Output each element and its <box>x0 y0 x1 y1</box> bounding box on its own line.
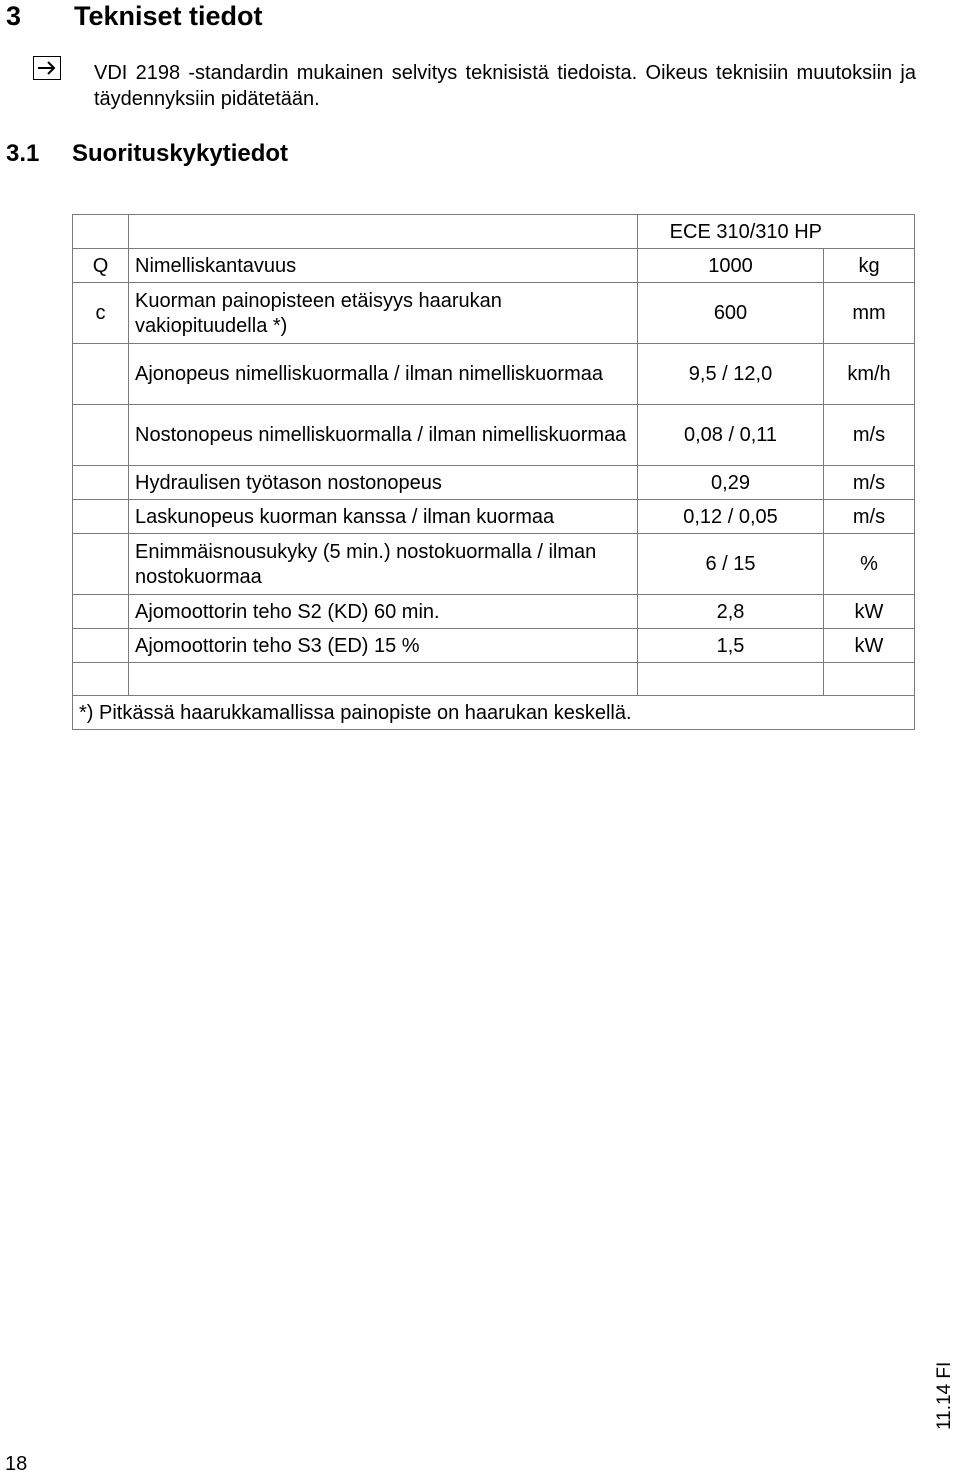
row-description: Laskunopeus kuorman kanssa / ilman kuormaa <box>129 500 638 534</box>
table-row <box>73 595 915 629</box>
section-title: Tekniset tiedot <box>74 1 263 31</box>
table-header-row <box>73 215 915 249</box>
row-unit: kW <box>824 629 915 663</box>
table-row <box>73 344 915 405</box>
section-number: 3 <box>6 1 22 31</box>
row-description: Enimmäisnousukyky (5 min.) nostokuormalla / ilman nostokuormaa <box>129 534 638 595</box>
row-unit: kW <box>824 595 915 629</box>
document-code: 11.14 FI <box>934 1361 955 1430</box>
subsection-heading <box>6 139 288 169</box>
row-value: 0,12 / 0,05 <box>638 500 824 534</box>
row-value: 2,8 <box>638 595 824 629</box>
row-value: 1000 <box>638 249 824 283</box>
row-symbol <box>73 344 129 405</box>
row-unit: % <box>824 534 915 595</box>
row-symbol <box>73 405 129 466</box>
row-symbol: c <box>73 283 129 344</box>
row-description: Nimelliskantavuus <box>129 249 638 283</box>
row-value: 600 <box>638 283 824 344</box>
row-unit: kg <box>824 249 915 283</box>
row-description: Hydraulisen työtason nostonopeus <box>129 466 638 500</box>
row-description: Nostonopeus nimelliskuormalla / ilman nimelliskuormaa <box>129 405 638 466</box>
row-symbol: Q <box>73 249 129 283</box>
note-text: VDI 2198 -standardin mukainen selvitys teknisistä tiedoista. Oikeus teknisiin muutoksiin ja täydennyksiin pidätetään. <box>94 62 916 110</box>
subsection-number: 3.1 <box>6 140 40 167</box>
table-row <box>73 466 915 500</box>
row-unit: mm <box>824 283 915 344</box>
table-footnote-row <box>73 696 915 730</box>
row-description: Ajonopeus nimelliskuormalla / ilman nimelliskuormaa <box>129 344 638 405</box>
row-description: Kuorman painopisteen etäisyys haarukan vakiopituudella *) <box>129 283 638 344</box>
row-unit: m/s <box>824 466 915 500</box>
subsection-title: Suorituskykytiedot <box>72 140 289 167</box>
row-unit: m/s <box>824 405 915 466</box>
row-description: Ajomoottorin teho S3 (ED) 15 % <box>129 629 638 663</box>
table-row-empty <box>73 663 915 696</box>
model-header: ECE 310/310 HP <box>638 215 915 249</box>
arrow-right-icon <box>33 56 61 80</box>
table-row <box>73 249 915 283</box>
row-unit: m/s <box>824 500 915 534</box>
row-value: 9,5 / 12,0 <box>638 344 824 405</box>
row-description: Ajomoottorin teho S2 (KD) 60 min. <box>129 595 638 629</box>
row-value: 6 / 15 <box>638 534 824 595</box>
row-symbol <box>73 466 129 500</box>
section-heading <box>6 0 263 32</box>
table-row <box>73 283 915 344</box>
row-value: 0,29 <box>638 466 824 500</box>
performance-table <box>72 214 915 730</box>
table-row <box>73 629 915 663</box>
row-unit: km/h <box>824 344 915 405</box>
row-symbol <box>73 595 129 629</box>
row-symbol <box>73 500 129 534</box>
table-row <box>73 405 915 466</box>
row-value: 1,5 <box>638 629 824 663</box>
row-symbol <box>73 629 129 663</box>
table-row <box>73 500 915 534</box>
row-symbol <box>73 534 129 595</box>
table-footnote: *) Pitkässä haarukkamallissa painopiste on haarukan keskellä. <box>73 696 915 730</box>
row-value: 0,08 / 0,11 <box>638 405 824 466</box>
table-row <box>73 534 915 595</box>
page-number: 18 <box>5 1453 28 1475</box>
